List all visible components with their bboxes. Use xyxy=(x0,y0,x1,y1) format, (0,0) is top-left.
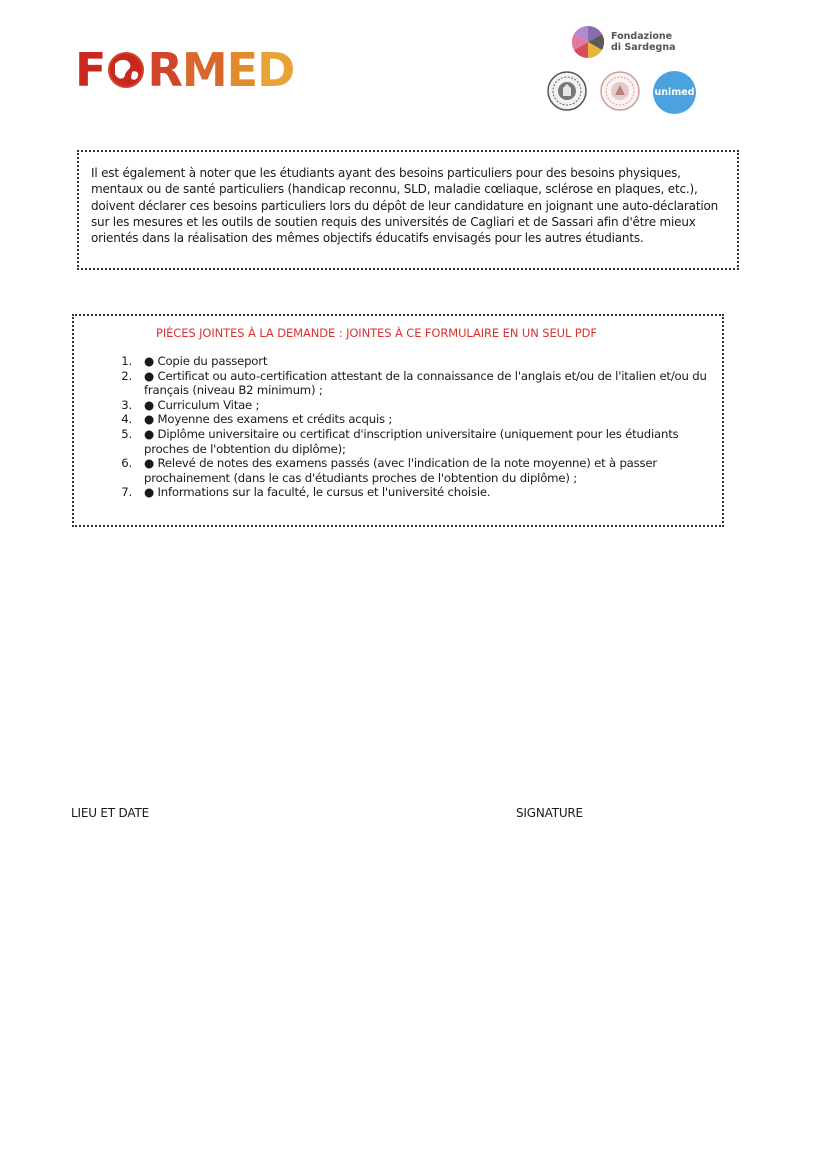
special-needs-note-box xyxy=(77,150,739,270)
list-item-text: ● Informations sur la faculté, le cursus et l'université choisie. xyxy=(144,485,491,500)
list-item xyxy=(104,412,716,427)
fondazione-line-1: Fondazione xyxy=(611,31,673,42)
attachments-title: PIÈCES JOINTES À LA DEMANDE : JOINTES À CE FORMULAIRE EN UN SEUL PDF xyxy=(156,326,597,340)
list-item xyxy=(104,427,716,456)
list-item-number: 1. xyxy=(121,354,132,368)
list-item xyxy=(104,354,716,369)
logo-letter-r: R xyxy=(147,43,182,97)
formed-globe-icon xyxy=(106,50,146,90)
university-seal-icon xyxy=(600,71,640,111)
formed-logo xyxy=(75,44,294,96)
list-item-text: ● Copie du passeport xyxy=(144,354,268,368)
place-date-label: LIEU ET DATE xyxy=(71,806,149,820)
list-item-number: 3. xyxy=(121,397,132,412)
special-needs-note-text: Il est également à noter que les étudiants ayant des besoins particuliers pour des besoins physiques, mentaux ou de santé particuliers (handicap reconnu, SLD, maladie cœliaque, sclérose en plaques, etc.), doivent déclarer ces besoins particuliers lors du dépôt de leur candidature en joignant une auto-déclaration sur les mesures et les outils de soutien requis des universités de Cagliari et de Sassari afin d'être mieux orientés dans la réalisation des mêmes objectifs éducatifs envisagés pour les autres étudiants. xyxy=(91,166,719,246)
attachments-list xyxy=(104,354,716,500)
list-item-number: 6. xyxy=(121,456,132,471)
list-item xyxy=(104,456,716,485)
list-item-number: 4. xyxy=(121,412,132,427)
list-item-number: 5. xyxy=(121,426,132,441)
fondazione-line-2: di Sardegna xyxy=(611,42,676,53)
university-seal-icon xyxy=(547,71,587,111)
fondazione-logo xyxy=(571,25,676,59)
list-item-text: ● Certificat ou auto-certification attestant de la connaissance de l'anglais et/ou de l'italien et/ou du français (niveau B2 minimum) ; xyxy=(144,368,707,398)
list-item-text: ● Moyenne des examens et crédits acquis ; xyxy=(144,412,393,427)
list-item xyxy=(104,369,716,398)
list-item-number: 7. xyxy=(121,485,132,500)
logo-letter-e: E xyxy=(226,43,258,97)
list-item xyxy=(104,485,716,500)
list-item-text: ● Diplôme universitaire ou certificat d'inscription universitaire (uniquement pour les étudiants proches de l'obtention du diplôme); xyxy=(144,426,679,456)
fondazione-wheel-icon xyxy=(571,25,605,59)
signature-label: SIGNATURE xyxy=(516,806,583,820)
attachments-box xyxy=(72,314,724,527)
list-item xyxy=(104,398,716,413)
list-item-number: 2. xyxy=(121,368,132,383)
unimed-logo: unimed xyxy=(653,71,696,114)
list-item-text: ● Relevé de notes des examens passés (avec l'indication de la note moyenne) et à passer prochainement (dans le cas d'étudiants proches de l'obtention du diplôme) ; xyxy=(144,456,658,485)
logo-letter-d: D xyxy=(257,43,295,97)
logo-letter-m: M xyxy=(181,43,227,97)
list-item-text: ● Curriculum Vitae ; xyxy=(144,397,260,412)
logo-letter-f: F xyxy=(75,43,106,97)
